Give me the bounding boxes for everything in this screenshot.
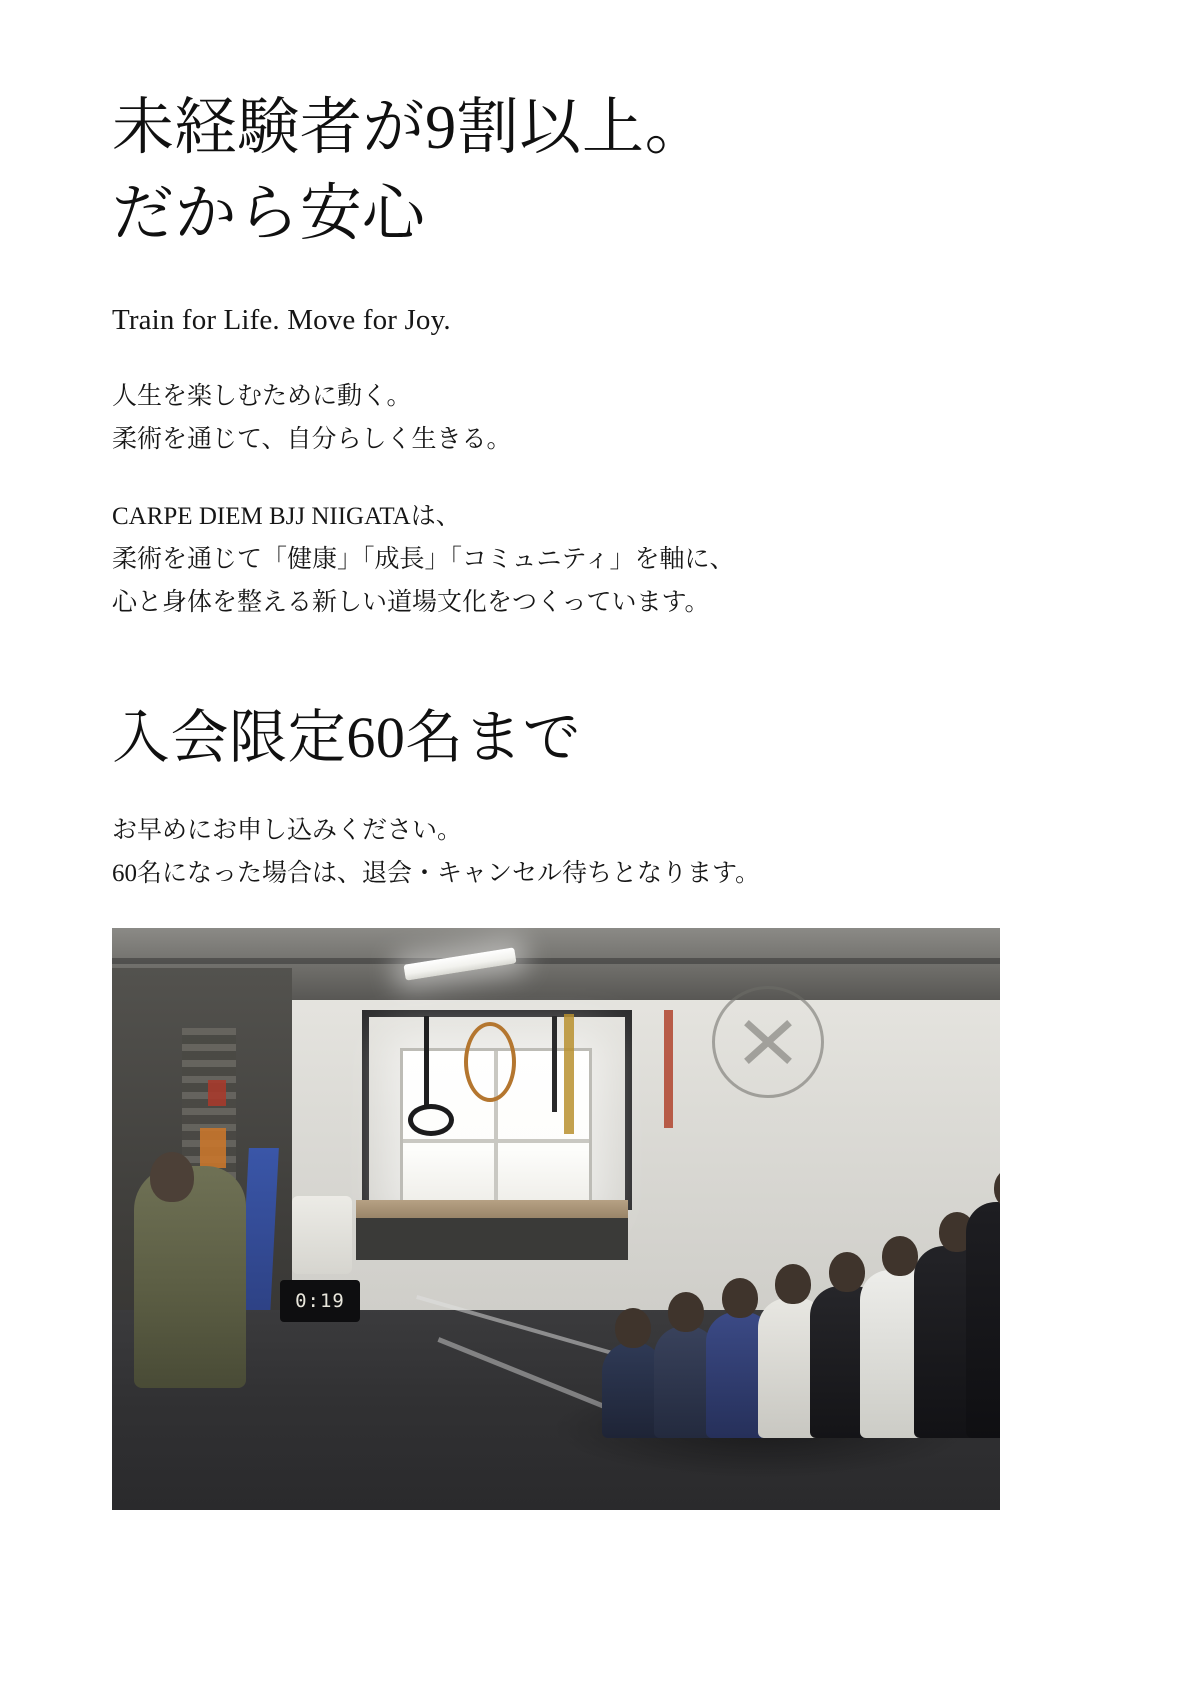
page-title [112,0,1112,257]
gym-photo [112,928,1000,1510]
capacity-note-line-1: お早めにお申し込みください。 [112,817,463,845]
photo-coach-head [150,1152,194,1202]
capacity-note [112,775,1112,895]
photo-gymnastic-ring [408,1104,454,1136]
text-content [112,0,1112,895]
photo-student-head [615,1308,651,1348]
photo-strap-black [424,1016,429,1106]
paragraph-1 [112,375,1112,461]
mat-timer-display: 0:19 [280,1280,360,1322]
page-title-line-2: だから安心 [112,179,426,248]
capacity-note-line-2: 60名になった場合は、退会・キャンセル待ちとなります。 [112,860,761,888]
photo-student-row [542,1108,1000,1438]
photo-student-head [882,1236,918,1276]
section-heading-capacity: 入会限定60名まで [112,704,582,770]
photo-rope-loop [464,1022,516,1102]
tagline: Train for Life. Move for Joy. [112,304,451,337]
photo-student [966,1202,1000,1438]
photo-orange-object [200,1128,226,1168]
page-title-line-1: 未経験者が9割以上。 [112,94,708,162]
photo-coach-body [134,1166,246,1388]
photo-student-head [994,1168,1000,1208]
paragraph-2-line-3: 心と身体を整える新しい道場文化をつくっています。 [112,588,710,616]
body-copy [112,341,1112,624]
photo-rig-top-bar [362,1010,632,1017]
gym-photo-image [112,928,1000,1510]
photo-red-object [208,1080,226,1106]
photo-strap-grey [552,1016,557,1112]
photo-student-head [775,1264,811,1304]
paragraph-1-line-2: 柔術を通じて、自分らしく生きる。 [112,425,512,453]
paragraph-1-line-1: 人生を楽しむために動く。 [112,382,412,410]
photo-fan [292,1196,352,1274]
photo-rig-left-post [362,1010,369,1210]
photo-student-head [722,1278,758,1318]
photo-student-head [668,1292,704,1332]
paragraph-2-line-2: 柔術を通じて「健康」「成長」「コミュニティ」を軸に、 [112,545,735,573]
paragraph-2 [112,495,1112,624]
photo-student-head [829,1252,865,1292]
paragraph-2-line-1: CARPE DIEM BJJ NIIGATAは、 [112,502,461,530]
carpe-diem-logo-icon [712,986,824,1098]
